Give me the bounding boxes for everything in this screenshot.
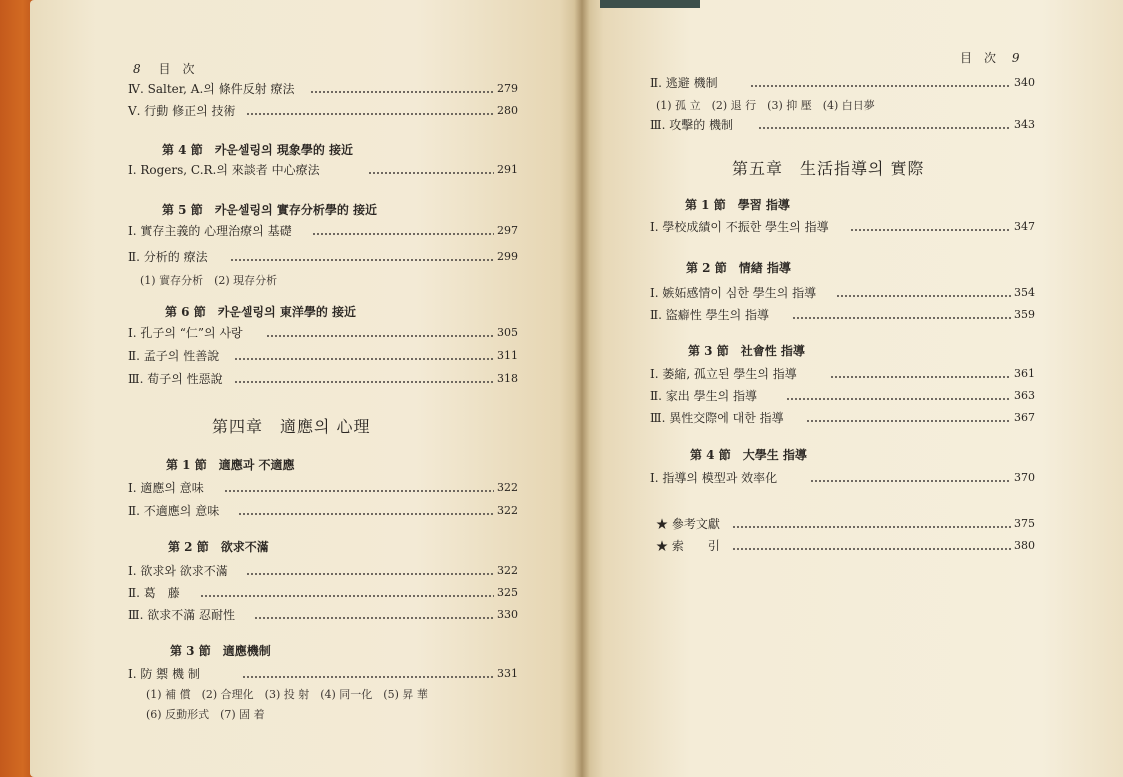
toc-entry[interactable] xyxy=(128,666,518,682)
section-title: 第 2 節 情緖 指導 xyxy=(686,261,791,275)
toc-entry-page: 330 xyxy=(497,608,518,621)
leader-dots xyxy=(792,317,1011,319)
toc-entry[interactable] xyxy=(128,103,518,119)
toc-entry-label: Ⅱ. 逃避 機制 xyxy=(650,76,718,90)
leader-dots xyxy=(200,595,494,597)
toc-entry[interactable] xyxy=(650,307,1035,323)
toc-entry[interactable] xyxy=(128,585,518,601)
toc-entry-page: 361 xyxy=(1014,367,1035,380)
leader-dots xyxy=(836,295,1011,297)
toc-entry[interactable] xyxy=(650,75,1035,91)
section-title: 第 2 節 欲求不滿 xyxy=(168,540,269,554)
subtopic-list: (1) 孤 立 (2) 退 行 (3) 抑 壓 (4) 白日夢 xyxy=(656,99,875,112)
leader-dots xyxy=(750,85,1011,87)
toc-entry-label: Ⅰ. 欲求와 欲求不滿 xyxy=(128,564,228,578)
toc-entry-label: Ⅳ. Salter, A.의 條件反射 療法 xyxy=(128,82,295,96)
section-title: 第 1 節 學習 指導 xyxy=(685,198,790,212)
toc-entry[interactable] xyxy=(128,503,518,519)
toc-entry-page: 297 xyxy=(497,224,518,237)
top-shadow xyxy=(600,0,700,8)
toc-entry[interactable] xyxy=(650,388,1035,404)
toc-entry-label: Ⅰ. 實存主義的 心理治療의 基礎 xyxy=(128,224,292,238)
section-title: 第 4 節 大學生 指導 xyxy=(690,448,807,462)
chapter-title: 第四章 適應의 心理 xyxy=(212,417,371,436)
toc-entry-page: 375 xyxy=(1014,517,1035,530)
leader-dots xyxy=(234,358,494,360)
toc-entry-label: Ⅲ. 荀子의 性惡說 xyxy=(128,372,223,386)
leader-dots xyxy=(786,398,1011,400)
toc-entry-page: 318 xyxy=(497,372,518,385)
toc-entry-label: Ⅰ. 嫉妬感情이 심한 學生의 指導 xyxy=(650,286,817,300)
toc-entry-label: Ⅰ. 學校成績이 不振한 學生의 指導 xyxy=(650,220,829,234)
toc-entry[interactable] xyxy=(650,219,1035,235)
leader-dots xyxy=(732,548,1011,550)
section-title: 第 1 節 適應과 不適應 xyxy=(166,458,295,472)
right-page-header xyxy=(960,50,1019,66)
toc-entry-label: Ⅰ. Rogers, C.R.의 來談者 中心療法 xyxy=(128,163,320,177)
subtopic-list: (6) 反動形式 (7) 固 着 xyxy=(146,708,265,721)
toc-entry[interactable] xyxy=(650,470,1035,486)
left-page-number: 8 xyxy=(133,62,141,76)
toc-entry-page: 380 xyxy=(1014,539,1035,552)
section-title: 第 6 節 카운셀링의 東洋學的 接近 xyxy=(165,305,357,319)
leader-dots xyxy=(230,259,494,261)
toc-entry[interactable] xyxy=(128,348,518,364)
leader-dots xyxy=(310,91,494,93)
toc-entry-label: Ⅱ. 家出 學生의 指導 xyxy=(650,389,758,403)
leader-dots xyxy=(246,573,494,575)
chapter-title: 第五章 生活指導의 實際 xyxy=(732,159,925,178)
section-title: 第 5 節 카운셀링의 實存分析學的 接近 xyxy=(162,203,378,217)
subtopic-list: (1) 實存分析 (2) 現存分析 xyxy=(140,274,278,287)
toc-entry-page: 367 xyxy=(1014,411,1035,424)
toc-entry-label: Ⅰ. 指導의 模型과 效率化 xyxy=(650,471,778,485)
toc-entry-page: 340 xyxy=(1014,76,1035,89)
toc-entry-page: 322 xyxy=(497,504,518,517)
toc-entry-label: Ⅲ. 欲求不滿 忍耐性 xyxy=(128,608,236,622)
toc-entry[interactable] xyxy=(128,480,518,496)
toc-entry-label: Ⅱ. 孟子의 性善說 xyxy=(128,349,220,363)
toc-entry-label: Ⅰ. 萎縮, 孤立된 學生의 指導 xyxy=(650,367,797,381)
toc-entry[interactable] xyxy=(128,371,518,387)
toc-entry[interactable] xyxy=(650,117,1035,133)
leader-dots xyxy=(254,617,494,619)
toc-entry[interactable] xyxy=(650,410,1035,426)
toc-entry-label: Ⅲ. 異性交際에 대한 指導 xyxy=(650,411,784,425)
toc-entry-page: 305 xyxy=(497,326,518,339)
toc-entry-page: 299 xyxy=(497,250,518,263)
left-page-title: 目 次 xyxy=(158,62,195,76)
toc-entry[interactable] xyxy=(650,285,1035,301)
toc-entry-label: Ⅴ. 行動 修正의 技術 xyxy=(128,104,236,118)
toc-entry-page: 331 xyxy=(497,667,518,680)
book-gutter xyxy=(574,0,590,777)
toc-entry-label: Ⅰ. 適應의 意味 xyxy=(128,481,204,495)
toc-entry-page: 280 xyxy=(497,104,518,117)
section-title: 第 3 節 適應機制 xyxy=(170,644,271,658)
toc-entry-page: 347 xyxy=(1014,220,1035,233)
leader-dots xyxy=(368,172,494,174)
leader-dots xyxy=(234,381,494,383)
left-page-header xyxy=(133,61,194,77)
toc-entry-references[interactable] xyxy=(656,516,1035,532)
toc-entry-page: 370 xyxy=(1014,471,1035,484)
toc-entry-label: Ⅰ. 孔子의 “仁”의 사랑 xyxy=(128,326,243,340)
toc-entry-label: Ⅱ. 分析的 療法 xyxy=(128,250,208,264)
leader-dots xyxy=(850,229,1011,231)
toc-entry-label: Ⅱ. 葛 藤 xyxy=(128,586,180,600)
toc-entry-page: 359 xyxy=(1014,308,1035,321)
section-title: 第 4 節 카운셀링의 現象學的 接近 xyxy=(162,143,354,157)
toc-entry-page: 343 xyxy=(1014,118,1035,131)
toc-entry-page: 322 xyxy=(497,481,518,494)
leader-dots xyxy=(830,376,1011,378)
toc-entry[interactable] xyxy=(128,223,518,239)
leader-dots xyxy=(810,480,1011,482)
toc-entry-index[interactable] xyxy=(656,538,1035,554)
toc-entry[interactable] xyxy=(128,162,518,178)
leader-dots xyxy=(806,420,1011,422)
leader-dots xyxy=(224,490,494,492)
toc-entry[interactable] xyxy=(128,249,518,265)
toc-entry-label: Ⅱ. 不適應의 意味 xyxy=(128,504,220,518)
right-page-title: 目 次 xyxy=(960,51,997,65)
toc-entry-page: 291 xyxy=(497,163,518,176)
toc-entry-label: Ⅰ. 防 禦 機 制 xyxy=(128,667,200,681)
toc-entry[interactable] xyxy=(650,366,1035,382)
toc-entry-page: 325 xyxy=(497,586,518,599)
leader-dots xyxy=(242,676,494,678)
leader-dots xyxy=(312,233,494,235)
toc-entry-label: ★ 參考文獻 xyxy=(656,517,720,531)
right-page-number: 9 xyxy=(1011,51,1020,65)
toc-entry[interactable] xyxy=(128,563,518,579)
toc-entry[interactable] xyxy=(128,81,518,97)
toc-entry-label: Ⅲ. 攻擊的 機制 xyxy=(650,118,734,132)
leader-dots xyxy=(266,335,494,337)
section-title: 第 3 節 社會性 指導 xyxy=(688,344,805,358)
toc-entry[interactable] xyxy=(128,325,518,341)
toc-entry-page: 279 xyxy=(497,82,518,95)
toc-entry-page: 354 xyxy=(1014,286,1035,299)
subtopic-list: (1) 補 償 (2) 合理化 (3) 投 射 (4) 同一化 (5) 昇 華 xyxy=(146,688,428,701)
leader-dots xyxy=(246,113,494,115)
toc-entry-page: 363 xyxy=(1014,389,1035,402)
leader-dots xyxy=(238,513,494,515)
toc-entry-label: ★ 索 引 xyxy=(656,539,720,553)
leader-dots xyxy=(732,526,1011,528)
toc-entry[interactable] xyxy=(128,607,518,623)
toc-entry-label: Ⅱ. 盜癖性 學生의 指導 xyxy=(650,308,770,322)
toc-entry-page: 311 xyxy=(497,349,518,362)
leader-dots xyxy=(758,127,1011,129)
toc-entry-page: 322 xyxy=(497,564,518,577)
